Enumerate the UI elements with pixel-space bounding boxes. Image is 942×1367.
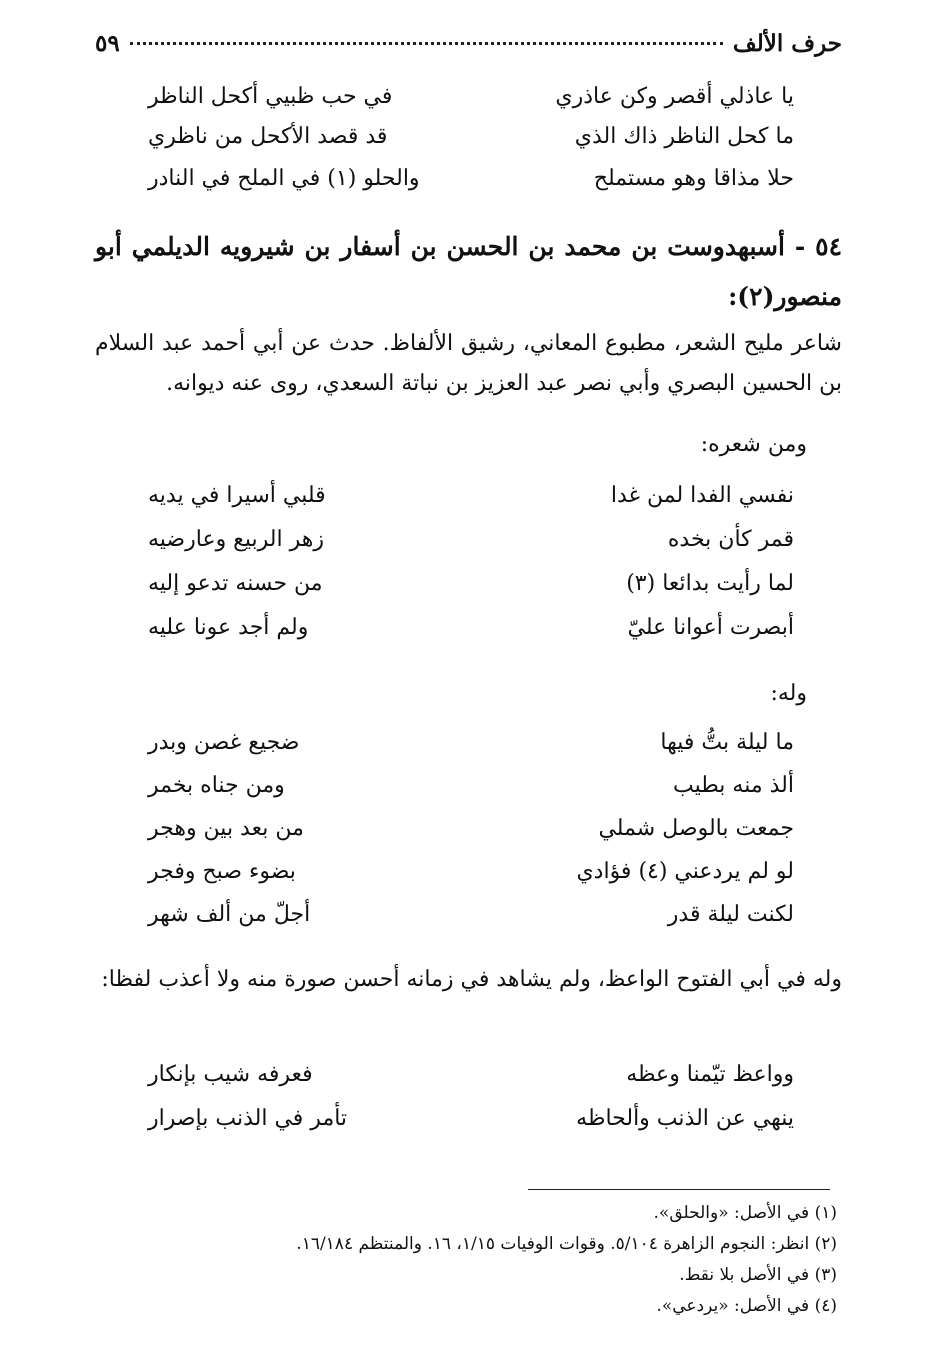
footnote: (٤) في الأصل: «يردعي». bbox=[656, 1296, 837, 1316]
verse-line bbox=[148, 1062, 794, 1098]
verse-first-hemistich: ينهي عن الذنب وألحاظه bbox=[576, 1106, 794, 1131]
verse-second-hemistich: ومن جناه بخمر bbox=[148, 773, 285, 798]
poem-intro-label: ومن شعره: bbox=[700, 432, 807, 457]
verse-second-hemistich: قلبي أسيرا في يديه bbox=[148, 483, 326, 508]
verse-second-hemistich: أجلّ من ألف شهر bbox=[148, 902, 311, 927]
entry-heading: ٥٤ - أسبهدوست بن محمد بن الحسن بن أسفار بن شيرويه الديلمي أبو منصور(٢): bbox=[95, 232, 842, 311]
footnote: (٣) في الأصل بلا نقط. bbox=[679, 1265, 837, 1285]
verse-line bbox=[148, 730, 794, 766]
footnote: (٢) انظر: النجوم الزاهرة ٥/١٠٤. وقوات الوفيات ١/١٥، ١٦. والمنتظم ١٦/١٨٤. bbox=[296, 1234, 837, 1254]
verse-first-hemistich: قمر كأن بخده bbox=[667, 527, 794, 552]
verse-first-hemistich: لو لم يردعني (٤) فؤادي bbox=[576, 859, 794, 884]
footnote: (١) في الأصل: «والحلق». bbox=[653, 1203, 837, 1223]
verse-second-hemistich: من بعد بين وهجر bbox=[148, 816, 304, 841]
verse-first-hemistich: لكنت ليلة قدر bbox=[667, 902, 794, 927]
verse-line bbox=[148, 615, 794, 651]
verse-line bbox=[148, 773, 794, 809]
verse-first-hemistich: وواعظ تيّمنا وعظه bbox=[626, 1062, 794, 1087]
verse-first-hemistich: نفسي الفدا لمن غدا bbox=[610, 483, 794, 508]
running-header bbox=[95, 30, 842, 64]
verse-line bbox=[148, 571, 794, 607]
chapter-title: حرف الألف bbox=[732, 30, 842, 57]
verse-line bbox=[148, 527, 794, 563]
verse-first-hemistich: جمعت بالوصل شملي bbox=[598, 816, 794, 841]
verse-second-hemistich: من حسنه تدعو إليه bbox=[148, 571, 323, 596]
verse-second-hemistich: والحلو (١) في الملح في النادر bbox=[148, 166, 420, 191]
verse-line bbox=[148, 859, 794, 895]
verse-second-hemistich: فعرفه شيب بإنكار bbox=[148, 1062, 313, 1087]
verse-first-hemistich: لما رأيت بدائعا (٣) bbox=[626, 571, 794, 596]
verse-first-hemistich: حلا مذاقا وهو مستملح bbox=[593, 166, 794, 191]
biography-paragraph: شاعر مليح الشعر، مطبوع المعاني، رشيق الألفاظ. حدث عن أبي أحمد عبد السلام بن الحسين البصري وأبي نصر عبد العزيز بن نباتة السعدي، روى عنه ديوانه. bbox=[95, 331, 842, 396]
verse-line bbox=[148, 816, 794, 852]
verse-second-hemistich: ولم أجد عونا عليه bbox=[148, 615, 309, 640]
verse-line bbox=[148, 84, 794, 120]
verse-first-hemistich: يا عاذلي أقصر وكن عاذري bbox=[555, 84, 794, 109]
verse-line bbox=[148, 902, 794, 938]
verse-line bbox=[148, 1106, 794, 1142]
poem-intro-paragraph: وله في أبي الفتوح الواعظ، ولم يشاهد في زمانه أحسن صورة منه ولا أعذب لفظا: bbox=[101, 967, 842, 992]
verse-first-hemistich: ألذ منه بطيب bbox=[673, 773, 794, 798]
verse-first-hemistich: ما ليلة بتُّ فيها bbox=[660, 730, 794, 755]
verse-second-hemistich: زهر الربيع وعارضيه bbox=[148, 527, 324, 552]
verse-line bbox=[148, 166, 794, 202]
verse-line bbox=[148, 483, 794, 519]
verse-second-hemistich: تأمر في الذنب بإصرار bbox=[148, 1106, 348, 1131]
footnote-separator bbox=[528, 1189, 830, 1190]
verse-second-hemistich: في حب ظبيي أكحل الناظر bbox=[148, 84, 393, 109]
verse-second-hemistich: قد قصد الأكحل من ناظري bbox=[148, 124, 388, 149]
verse-second-hemistich: ضجيع غصن وبدر bbox=[148, 730, 300, 755]
page-number: ٥٩ bbox=[95, 30, 120, 57]
verse-second-hemistich: بضوء صبح وفجر bbox=[148, 859, 296, 884]
verse-line bbox=[148, 124, 794, 160]
verse-first-hemistich: ما كحل الناظر ذاك الذي bbox=[574, 124, 794, 149]
verse-first-hemistich: أبصرت أعوانا عليّ bbox=[627, 615, 794, 640]
header-dot-leader bbox=[130, 42, 723, 45]
poem-intro-label: وله: bbox=[770, 681, 807, 706]
